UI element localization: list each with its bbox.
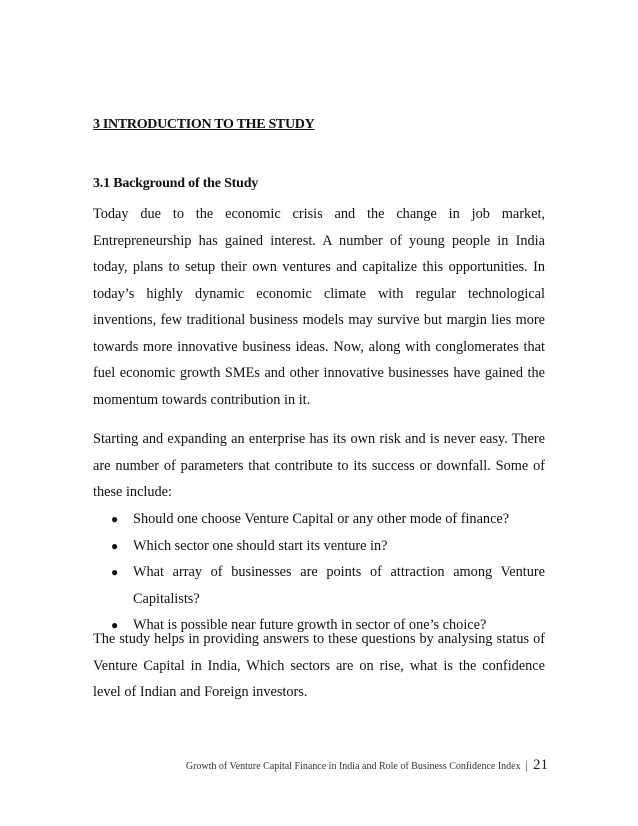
page-footer (0, 757, 548, 774)
section-heading: 3 INTRODUCTION TO THE STUDY (93, 117, 315, 132)
list-item (93, 533, 545, 560)
list-item-text: Should one choose Venture Capital or any other mode of finance? (133, 511, 510, 527)
list-item-text: What is possible near future growth in sector of one’s choice? (133, 617, 487, 633)
list-item (93, 559, 545, 612)
bullet-icon: ● (111, 618, 119, 632)
list-item (93, 506, 545, 533)
paragraph-background: Today due to the economic crisis and the change in job market, Entrepreneurship has gained interest. A number of young people in India today, plans to setup their own ventures and capitalize this opportunities. In today’s highly dynamic economic climate with regular technological inventions, few traditional business models may survive but margin lies more towards more innovative business ideas. Now, along with conglomerates that fuel economic growth SMEs and other innovative businesses have gained the momentum towards contribution in it. (93, 206, 545, 408)
bullet-icon: ● (111, 538, 119, 553)
paragraph-parameters: Starting and expanding an enterprise has its own risk and is never easy. There are number of parameters that contribute to its success or downfall. Some of these include: (93, 431, 545, 500)
footer-title: Growth of Venture Capital Finance in India and Role of Business Confidence Index (185, 761, 521, 772)
question-list (93, 506, 545, 639)
page-number: 21 (533, 757, 548, 773)
bullet-icon: ● (111, 565, 119, 579)
list-item-text: What array of businesses are points of attraction among Venture Capitalists? (133, 564, 545, 607)
bullet-icon: ● (111, 512, 119, 526)
footer-separator: | (525, 758, 528, 772)
subsection-heading: 3.1 Background of the Study (93, 176, 259, 191)
list-item-text: Which sector one should start its venture in? (133, 537, 388, 554)
paragraph-conclusion: The study helps in providing answers to these questions by analysing status of Venture Capital in India, Which sectors are on rise, what is the confidence level of Indian and Foreign investors. (93, 631, 545, 700)
